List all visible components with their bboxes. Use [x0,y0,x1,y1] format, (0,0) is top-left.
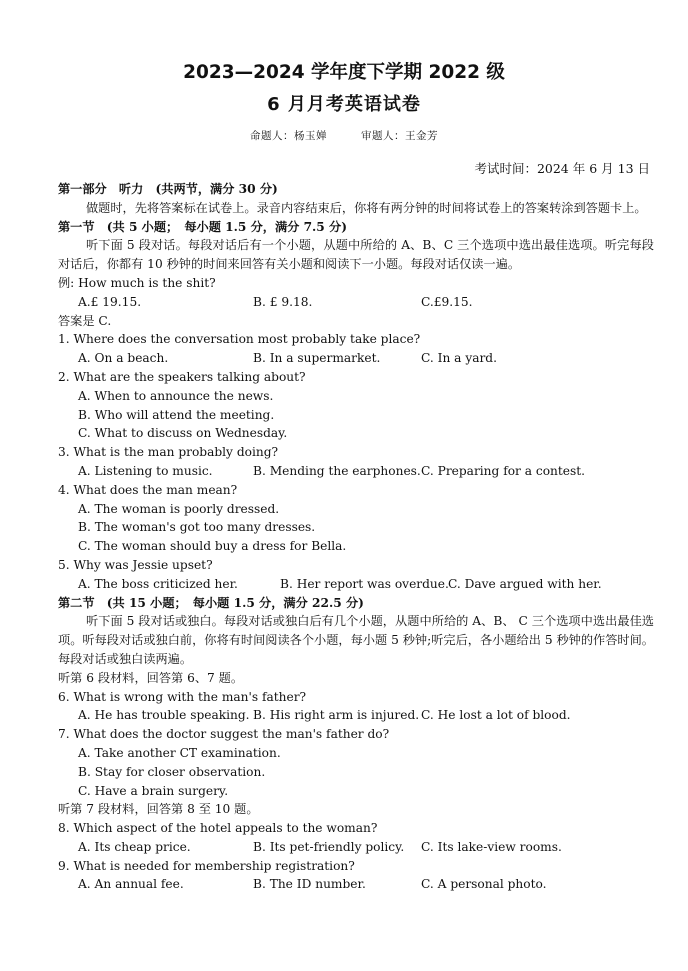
material7-note: 听第 7 段材料，回答第 8 至 10 题。 [58,802,259,817]
option: C. The woman should buy a dress for Bella. [78,539,347,554]
question-text: 5. Why was Jessie upset? [58,557,213,572]
part1-instructions: 做题时，先将答案标在试卷上。录音内容结束后，你将有两分钟的时间将试卷上的答案转涂到答题卡上。 [86,200,647,215]
option: A. When to announce the news. [78,388,274,403]
question-list-section1 [58,330,654,593]
option: B. The woman's got too many dresses. [78,520,316,535]
question-text: 6. What is wrong with the man's father? [58,689,307,704]
option: C.£9.15. [421,294,473,309]
option: A. Its cheap price. [78,839,191,854]
option: C. In a yard. [421,351,497,366]
option: B. In a supermarket. [253,351,381,366]
option: C. What to discuss on Wednesday. [78,426,288,441]
exam-title-line1: 2023—2024 学年度下学期 2022 级 [183,62,505,83]
option: A. On a beach. [78,351,169,366]
question-text: 4. What does the man mean? [58,482,238,497]
exam-title-line2: 6 月月考英语试卷 [267,94,421,115]
exam-time: 考试时间：2024 年 6 月 13 日 [474,161,650,176]
question-text: 2. What are the speakers talking about? [58,369,306,384]
option: A.£ 19.15. [78,294,142,309]
option: A. Take another CT examination. [78,745,281,760]
option-row [58,838,654,857]
question-list-material7 [58,819,654,894]
option: B. Her report was overdue. [280,576,449,591]
option: A. The woman is poorly dressed. [78,501,280,516]
question-text: 9. What is needed for membership registration? [58,858,355,873]
question-text: 7. What does the doctor suggest the man's father do? [58,727,390,742]
option: A. An annual fee. [78,877,184,892]
option: A. The boss criticized her. [78,576,238,591]
author-info [0,128,688,144]
section2-heading: 第二节 (共 15 小题； 每小题 1.5 分，满分 22.5 分) [58,595,364,610]
example-options [58,293,654,312]
author: 命题人：杨玉婵 [250,130,327,142]
option: B. His right arm is injured. [253,708,420,723]
material6-note: 听第 6 段材料，回答第 6、7 题。 [58,670,244,685]
option: B. The ID number. [253,877,366,892]
option: B. Its pet-friendly policy. [253,839,405,854]
option: C. He lost a lot of blood. [421,708,571,723]
example-question: 例: How much is the shit? [58,275,216,290]
option: B. £ 9.18. [253,294,313,309]
option: A. He has trouble speaking. [78,708,250,723]
question-text: 3. What is the man probably doing? [58,445,279,460]
option: A. Listening to music. [78,463,213,478]
option: B. Who will attend the meeting. [78,407,275,422]
option-row [58,462,654,481]
option: C. Its lake-view rooms. [421,839,562,854]
option-row [58,349,654,368]
option: B. Stay for closer observation. [78,764,266,779]
option: B. Mending the earphones. [253,463,421,478]
option: C. A personal photo. [421,877,547,892]
option: C. Dave argued with her. [448,576,602,591]
exam-content [58,180,654,894]
example-answer: 答案是 C. [58,313,112,328]
option: C. Preparing for a contest. [421,463,586,478]
section2-instructions: 听下面 5 段对话或独白。每段对话或独白后有几个小题，从题中所给的 A、B、 C 三个选项中选出最佳选项。听每段对话或独白前，你将有时间阅读各个小题，每小题 5 秒钟;听完后，各小题给出 5 秒钟的作答时间。每段对话或独白读两遍。 [58,614,654,666]
option-row [58,575,654,594]
section1-heading: 第一节 (共 5 小题； 每小题 1.5 分，满分 7.5 分) [58,219,347,234]
option: C. Have a brain surgery. [78,783,229,798]
question-list-material6 [58,688,654,801]
question-text: 1. Where does the conversation most probably take place? [58,332,421,347]
option-row [58,875,654,894]
option-row [58,706,654,725]
reviewer: 审题人：王金芳 [361,130,438,142]
question-text: 8. Which aspect of the hotel appeals to the woman? [58,821,378,836]
part1-heading: 第一部分 听力 (共两节，满分 30 分) [58,182,278,196]
section1-instructions: 听下面 5 段对话。每段对话后有一个小题，从题中所给的 A、B、C 三个选项中选出最佳选项。听完每段对话后，你都有 10 秒钟的时间来回答有关小题和阅读下一小题。每段对话仅读一遍。 [58,238,654,272]
